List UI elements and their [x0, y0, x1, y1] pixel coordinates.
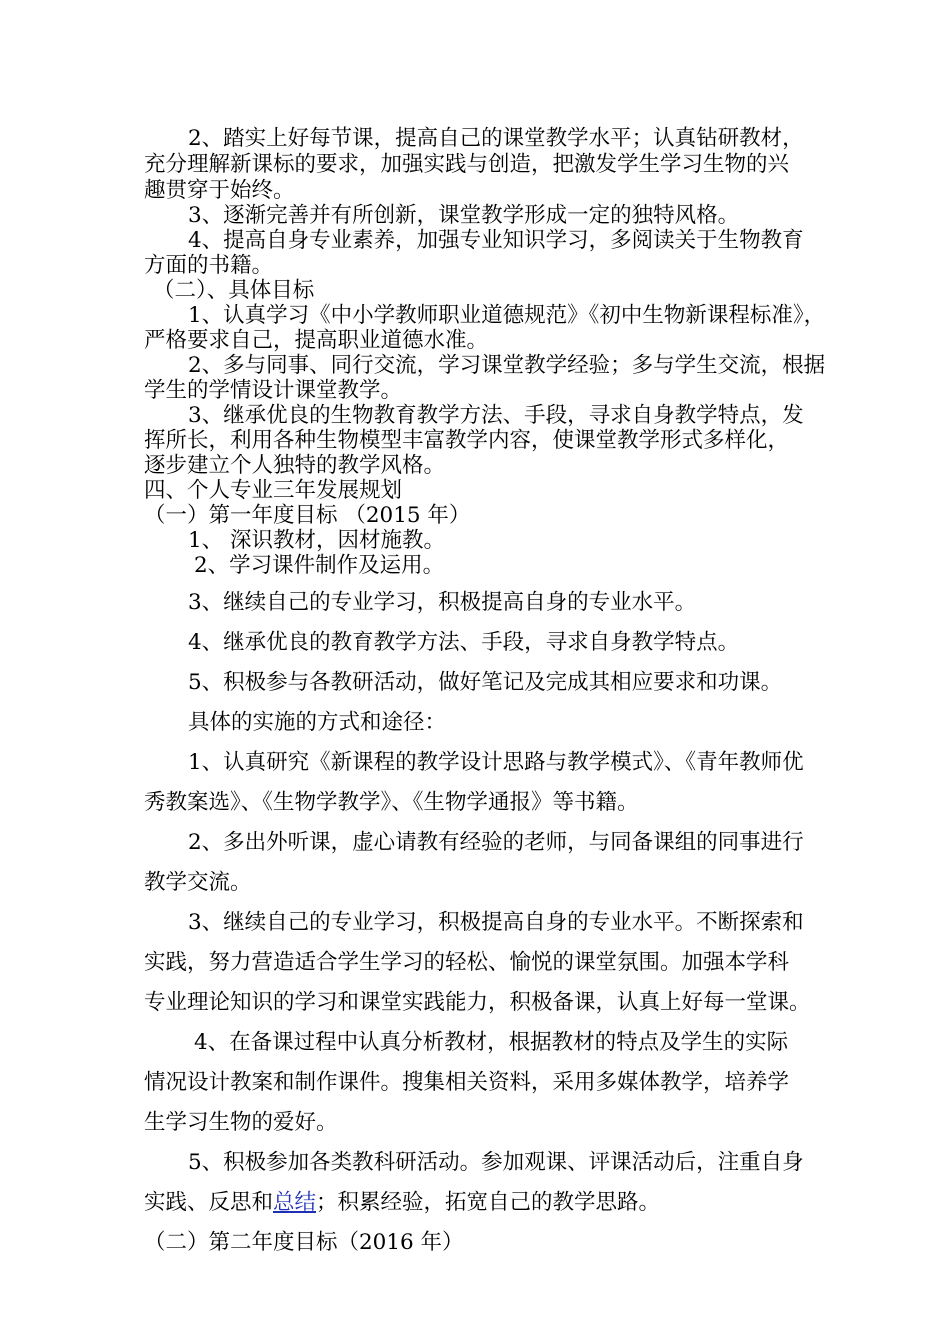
paragraph-line: 生学习生物的爱好。 [144, 1110, 338, 1135]
paragraph-line: 4、在备课过程中认真分析教材，根据教材的特点及学生的实际 [194, 1030, 789, 1055]
list-item: 4、继承优良的教育教学方法、手段，寻求自身教学特点。 [188, 630, 740, 655]
paragraph-line: 具体的实施的方式和途径： [188, 710, 447, 735]
section-heading: 四、个人专业三年发展规划 [144, 478, 403, 503]
paragraph-line: 挥所长，利用各种生物模型丰富教学内容，使课堂教学形式多样化， [144, 428, 790, 453]
paragraph-line: 情况设计教案和制作课件。搜集相关资料，采用多媒体教学，培养学 [144, 1070, 790, 1095]
summary-link[interactable]: 总结 [273, 1190, 317, 1215]
paragraph-line: 5、积极参加各类教科研活动。参加观课、评课活动后，注重自身 [188, 1150, 804, 1175]
paragraph-line: 3、继承优良的生物教育教学方法、手段，寻求自身教学特点，发 [188, 403, 804, 428]
paragraph-line: 实践，努力营造适合学生学习的轻松、愉悦的课堂氛围。加强本学科 [144, 950, 790, 975]
paragraph-line: 3、继续自己的专业学习，积极提高自身的专业水平。不断探索和 [188, 910, 804, 935]
list-item: 5、积极参与各教研活动，做好笔记及完成其相应要求和功课。 [188, 670, 783, 695]
section-heading: （二）第二年度目标（2016 年） [144, 1230, 464, 1255]
paragraph-line [144, 1192, 660, 1214]
paragraph-line: 3、逐渐完善并有所创新，课堂教学形成一定的独特风格。 [188, 203, 740, 228]
list-item: 1、 深识教材，因材施教。 [188, 528, 446, 553]
paragraph-line: 严格要求自己，提高职业道德水准。 [144, 328, 489, 353]
text-span: ；积累经验，拓宽自己的教学思路。 [316, 1190, 661, 1215]
paragraph-line: 1、认真研究《新课程的教学设计思路与教学模式》、《青年教师优 [188, 750, 804, 775]
paragraph-line: 方面的书籍。 [144, 253, 274, 278]
paragraph-line: 教学交流。 [144, 870, 252, 895]
paragraph-line: 2、多出外听课，虚心请教有经验的老师，与同备课组的同事进行 [188, 830, 804, 855]
list-item: 3、继续自己的专业学习，积极提高自身的专业水平。 [188, 590, 697, 615]
paragraph-line: 1、认真学习《中小学教师职业道德规范》《初中生物新课程标准》， [188, 303, 826, 328]
paragraph-line: 充分理解新课标的要求，加强实践与创造，把激发学生学习生物的兴 [144, 152, 790, 177]
text-span: 实践、反思和 [144, 1190, 274, 1215]
paragraph-line: 学生的学情设计课堂教学。 [144, 378, 403, 403]
paragraph-line: 2、多与同事、同行交流，学习课堂教学经验；多与学生交流，根据 [188, 353, 826, 378]
paragraph-line: 逐步建立个人独特的教学风格。 [144, 453, 446, 478]
paragraph-line: 4、提高自身专业素养，加强专业知识学习，多阅读关于生物教育 [188, 228, 804, 253]
paragraph-line: 趣贯穿于始终。 [144, 178, 295, 203]
list-item: 2、学习课件制作及运用。 [194, 553, 445, 578]
section-heading: （二）、具体目标 [153, 278, 315, 303]
paragraph-line: 2、踏实上好每节课，提高自己的课堂教学水平；认真钻研教材， [188, 126, 804, 151]
section-heading: （一）第一年度目标 （2015 年） [144, 503, 471, 528]
paragraph-line: 专业理论知识的学习和课堂实践能力，积极备课，认真上好每一堂课。 [144, 990, 811, 1015]
paragraph-line: 秀教案选》、《生物学教学》、《生物学通报》等书籍。 [144, 790, 639, 815]
